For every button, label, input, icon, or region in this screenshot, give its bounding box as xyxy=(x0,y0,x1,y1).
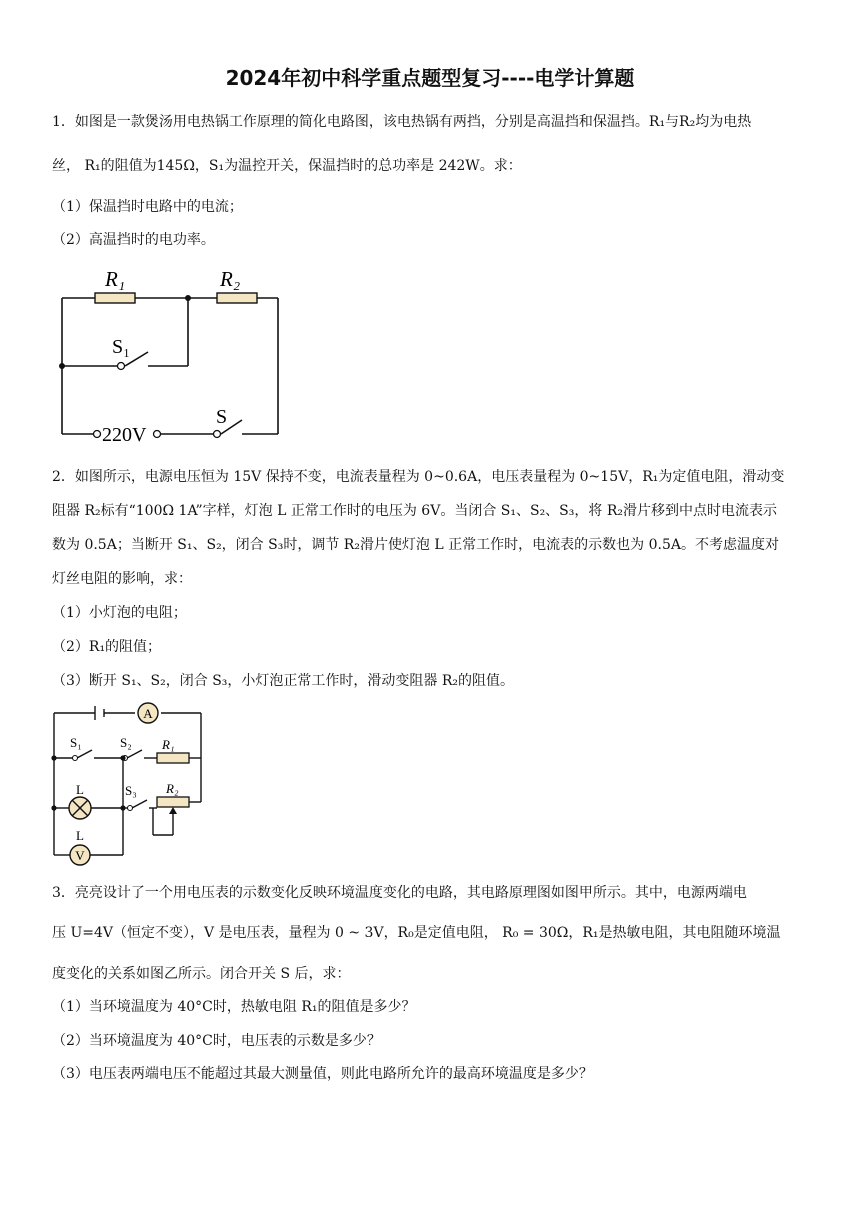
q3-text-line-1: 3．亮亮设计了一个用电压表的示数变化反映环境温度变化的电路，其电路原理图如图甲所示。其中，电源两端电 xyxy=(52,885,747,901)
q2-text-line-1: 2．如图所示，电源电压恒为 15V 保持不变，电流表量程为 0~0.6A，电压表量程为 0~15V，R₁为定值电阻，滑动变 xyxy=(52,469,785,485)
page-title: 2024年初中科学重点题型复习----电学计算题 xyxy=(225,66,635,90)
q3-text-line-2: 压 U=4V（恒定不变），V 是电压表，量程为 0 ~ 3V，R₀是定值电阻， R₀ = 30Ω，R₁是热敏电阻，其电阻随环境温 xyxy=(52,925,781,941)
q1-label-r1: R₁ xyxy=(105,267,126,291)
q3-sub-question-1: （1）当环境温度为 40°C时，热敏电阻 R₁的阻值是多少？ xyxy=(52,999,416,1015)
q1-sub-question-2: （2）高温挡时的电功率。 xyxy=(52,232,215,248)
q2-resistor-r1 xyxy=(157,753,189,763)
q1-circuit-diagram xyxy=(50,262,290,444)
q3-sub-question-3: （3）电压表两端电压不能超过其最大测量值，则此电路所允许的最高环境温度是多少？ xyxy=(52,1066,593,1082)
q2-resistor-r2 xyxy=(157,797,189,807)
q2-label-ammeter: A xyxy=(143,706,153,721)
q1-label-r2: R₂ xyxy=(220,267,241,291)
q1-sub-question-1: （1）保温挡时电路中的电流； xyxy=(52,199,243,215)
q2-circuit-diagram xyxy=(50,700,210,866)
q2-label-r2: R₂ xyxy=(166,781,179,796)
q1-label-voltage: 220V xyxy=(102,424,147,444)
q2-label-s1: S₁ xyxy=(70,735,82,750)
q1-label-s1: S₁ xyxy=(112,336,131,358)
q2-sub-question-3: （3）断开 S₁、S₂，闭合 S₃，小灯泡正常工作时，滑动变阻器 R₂的阻值。 xyxy=(52,673,515,689)
q2-sub-question-2: （2）R₁的阻值； xyxy=(52,639,162,655)
q2-label-lamp-2: L xyxy=(76,828,84,843)
q3-text-line-3: 度变化的关系如图乙所示。闭合开关 S 后，求： xyxy=(52,966,351,982)
q2-label-lamp: L xyxy=(76,782,84,797)
q1-text-line-1: 1．如图是一款煲汤用电热锅工作原理的简化电路图，该电热锅有两挡，分别是高温挡和保温挡。R₁与R₂均为电热 xyxy=(52,114,752,130)
q2-label-s2: S₂ xyxy=(120,735,132,750)
q2-text-line-2: 阻器 R₂标有“100Ω 1A”字样，灯泡 L 正常工作时的电压为 6V。当闭合 S₁、S₂、S₃，将 R₂滑片移到中点时电流表示 xyxy=(52,503,777,519)
q2-label-r1: R₁ xyxy=(162,737,175,752)
q1-text-line-2: 丝， R₁的阻值为145Ω，S₁为温控开关，保温挡时的总功率是 242W。求： xyxy=(52,158,522,174)
q1-resistor-r2 xyxy=(217,293,257,303)
q3-sub-question-2: （2）当环境温度为 40°C时，电压表的示数是多少？ xyxy=(52,1033,381,1049)
q2-text-line-3: 数为 0.5A；当断开 S₁、S₂，闭合 S₃时，调节 R₂滑片使灯泡 L 正常工作时，电流表的示数也为 0.5A。不考虑温度对 xyxy=(52,537,779,553)
q2-sub-question-1: （1）小灯泡的电阻； xyxy=(52,605,187,621)
q2-text-line-4: 灯丝电阻的影响，求： xyxy=(52,571,192,587)
q2-label-s3: S₃ xyxy=(125,783,137,798)
q1-resistor-r1 xyxy=(95,293,135,303)
q1-label-s: S xyxy=(216,406,228,428)
q2-label-voltmeter: V xyxy=(75,848,85,863)
